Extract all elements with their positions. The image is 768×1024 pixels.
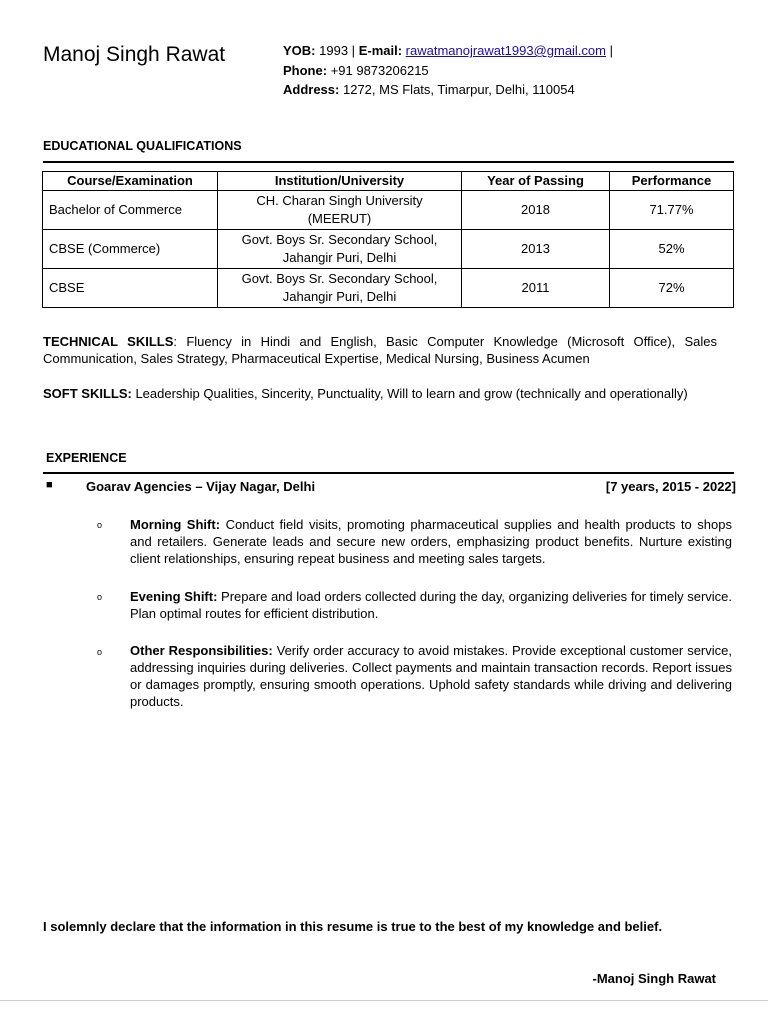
contact-block <box>283 41 613 100</box>
responsibility-item <box>130 588 732 622</box>
experience-divider <box>43 472 734 474</box>
institution-line: Govt. Boys Sr. Secondary School, <box>241 271 438 286</box>
address-label: Address: <box>283 82 340 97</box>
education-divider <box>43 161 734 163</box>
company-name: Goarav Agencies – Vijay Nagar, Delhi <box>86 479 316 494</box>
yob-label: YOB: <box>283 43 316 58</box>
phone-value: +91 9873206215 <box>330 62 429 78</box>
institution-line: CH. Charan Singh University <box>256 193 423 208</box>
table-row <box>43 191 734 230</box>
performance-cell: 71.77% <box>610 191 734 230</box>
employment-period: [7 years, 2015 - 2022] <box>605 479 736 494</box>
institution-line: Jahangir Puri, Delhi <box>282 250 397 265</box>
course-cell: CBSE <box>43 269 218 308</box>
institution-cell <box>218 230 462 269</box>
yob-value: 1993 <box>319 43 349 58</box>
phone-label: Phone: <box>283 62 328 78</box>
responsibility-label: Other Responsibilities: <box>130 643 273 658</box>
performance-cell: 72% <box>610 269 734 308</box>
institution-cell <box>218 191 462 230</box>
circle-bullet-icon: o <box>97 520 103 530</box>
circle-bullet-icon: o <box>97 592 103 602</box>
column-header-performance: Performance <box>610 172 734 191</box>
column-header-year: Year of Passing <box>462 172 610 191</box>
responsibility-text: Verify order accuracy to avoid mistakes. Provide exceptional customer service, addressing inquiries during deliveries. Collect payments and maintain transaction records. Report issues or damages promptly, ensuring smooth operations. Uphold safety standards while driving and delivering products. <box>130 643 732 709</box>
course-cell: CBSE (Commerce) <box>43 230 218 269</box>
performance-cell: 52% <box>610 230 734 269</box>
responsibility-text: Conduct field visits, promoting pharmaceutical supplies and health products to shops and retailers. Generate leads and secure new orders, emphasizing product benefits. Nurture existing client relationships, ensuring repeat business and meeting sales targets. <box>130 517 732 566</box>
education-heading: EDUCATIONAL QUALIFICATIONS <box>43 139 242 153</box>
separator: | <box>351 43 356 58</box>
responsibility-item <box>130 516 732 567</box>
table-header-row <box>43 172 734 191</box>
column-header-institution: Institution/University <box>218 172 462 191</box>
year-cell: 2013 <box>462 230 610 269</box>
institution-line: Govt. Boys Sr. Secondary School, <box>241 232 438 247</box>
column-header-course: Course/Examination <box>43 172 218 191</box>
contact-line-2 <box>283 61 613 81</box>
soft-skills-text: Leadership Qualities, Sincerity, Punctuality, Will to learn and grow (technically and operationally) <box>131 386 688 401</box>
contact-line-3 <box>283 80 613 100</box>
square-bullet-icon: ■ <box>46 479 53 491</box>
education-table <box>42 171 734 308</box>
table-row <box>43 269 734 308</box>
contact-line-1 <box>283 41 613 61</box>
experience-heading: EXPERIENCE <box>46 451 127 465</box>
table-row <box>43 230 734 269</box>
page-bottom-line <box>0 1000 768 1001</box>
address-value: 1272, MS Flats, Timarpur, Delhi, 110054 <box>342 82 575 97</box>
technical-skills-label: TECHNICAL SKILLS <box>43 334 174 349</box>
separator: | <box>609 43 614 58</box>
institution-cell <box>218 269 462 308</box>
email-link[interactable]: rawatmanojrawat1993@gmail.com <box>405 43 606 58</box>
soft-skills-label: SOFT SKILLS: <box>43 386 132 401</box>
circle-bullet-icon: o <box>97 647 103 657</box>
year-cell: 2018 <box>462 191 610 230</box>
signature: -Manoj Singh Rawat <box>592 971 716 986</box>
experience-entry <box>46 479 736 497</box>
responsibility-label: Morning Shift: <box>130 517 221 532</box>
declaration-statement: I solemnly declare that the information in this resume is true to the best of my knowledge and belief. <box>43 919 663 934</box>
responsibility-text: Prepare and load orders collected during the day, organizing deliveries for timely service. Plan optimal routes for efficient distribution. <box>130 589 733 621</box>
candidate-name: Manoj Singh Rawat <box>43 43 226 66</box>
soft-skills <box>43 385 717 402</box>
email-label: E-mail: <box>358 43 403 58</box>
technical-skills-text: : Fluency in Hindi and English, Basic Computer Knowledge (Microsoft Office), Sales Communication, Sales Strategy, Pharmaceutical Expertise, Medical Nursing, Business Acumen <box>43 334 717 366</box>
course-cell: Bachelor of Commerce <box>43 191 218 230</box>
institution-line: (MEERUT) <box>307 211 372 226</box>
technical-skills <box>43 333 717 367</box>
year-cell: 2011 <box>462 269 610 308</box>
responsibility-label: Evening Shift: <box>130 589 218 604</box>
institution-line: Jahangir Puri, Delhi <box>282 289 397 304</box>
responsibility-item <box>130 642 732 710</box>
